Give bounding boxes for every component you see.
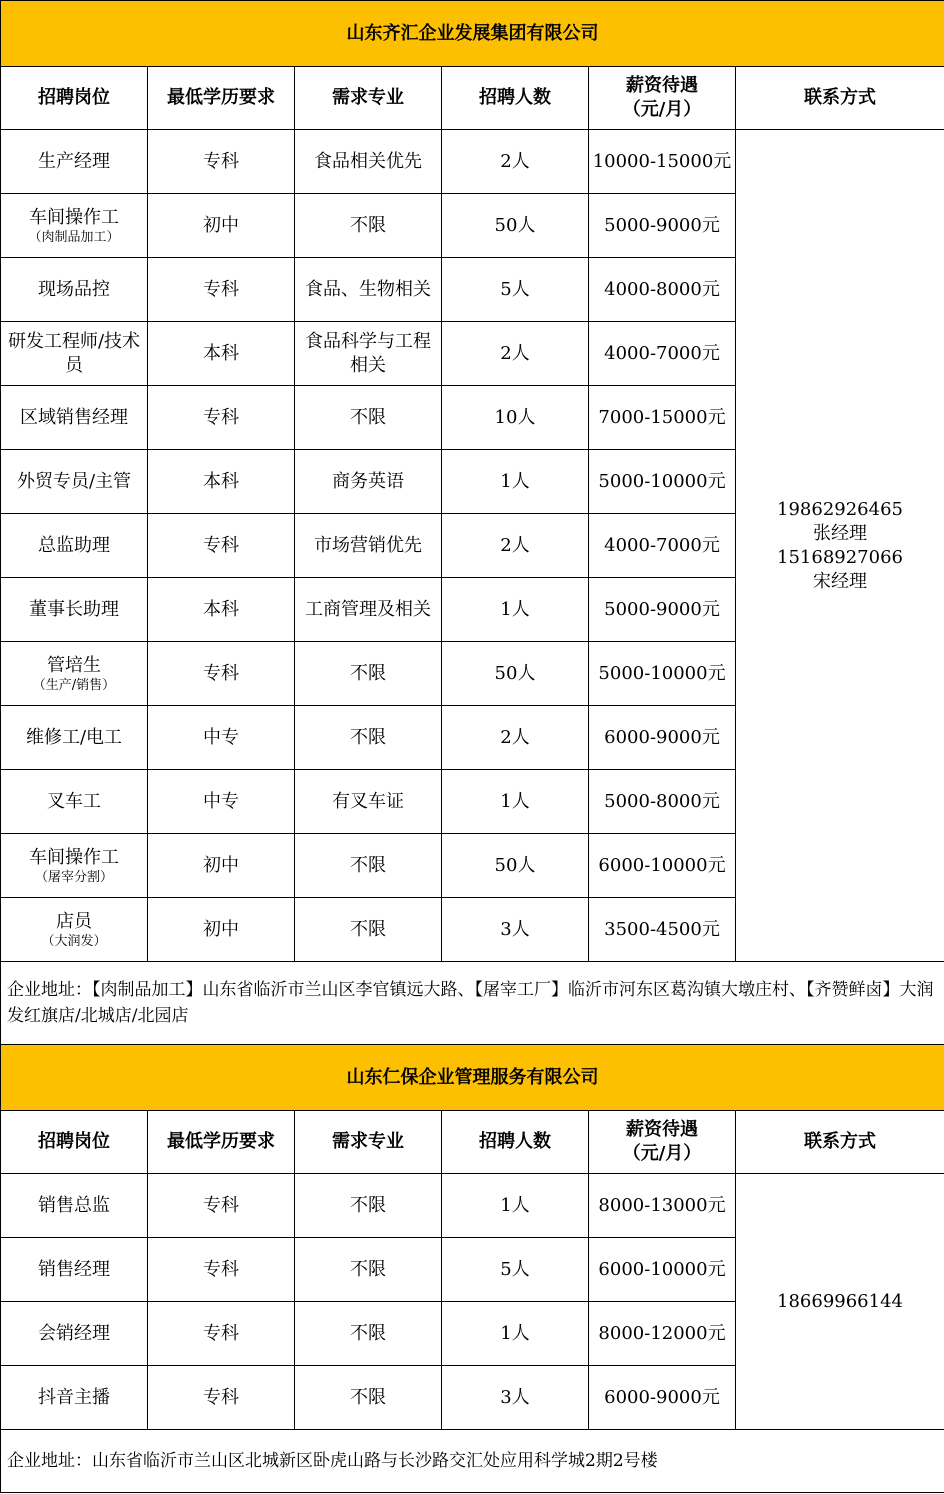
position-label: 总监助理 [38, 534, 110, 556]
column-header [736, 1111, 944, 1174]
column-header-label: 联系方式 [804, 87, 877, 108]
column-header-label: 需求专业 [332, 87, 404, 108]
position-label: 叉车工 [47, 790, 101, 812]
major-cell: 不限 [295, 1302, 442, 1366]
major-cell: 不限 [295, 1366, 442, 1430]
position-cell [1, 898, 148, 962]
position-label: 董事长助理 [29, 598, 119, 620]
table-row [1, 130, 944, 194]
column-header-label: 招聘岗位 [38, 87, 110, 108]
position-label: 现场品控 [38, 278, 110, 300]
salary-cell: 6000-9000元 [589, 706, 736, 770]
position-cell [1, 258, 148, 322]
position-label: 销售总监 [38, 1194, 110, 1216]
table-row [1, 1174, 944, 1238]
column-header [148, 67, 295, 130]
education-cell: 本科 [148, 322, 295, 386]
major-cell: 有叉车证 [295, 770, 442, 834]
major-cell: 食品科学与工程相关 [295, 322, 442, 386]
column-header [736, 67, 944, 130]
salary-cell: 5000-9000元 [589, 578, 736, 642]
education-cell: 初中 [148, 898, 295, 962]
column-header [295, 1111, 442, 1174]
address-row [1, 962, 944, 1045]
count-cell: 1人 [442, 578, 589, 642]
major-cell: 不限 [295, 898, 442, 962]
column-header-label: 招聘人数 [479, 1131, 551, 1152]
count-cell: 2人 [442, 706, 589, 770]
education-cell: 专科 [148, 642, 295, 706]
major-cell: 不限 [295, 194, 442, 258]
major-cell: 不限 [295, 1238, 442, 1302]
company-title-row [1, 1045, 944, 1111]
count-cell: 1人 [442, 1302, 589, 1366]
education-cell: 专科 [148, 1302, 295, 1366]
position-note: （屠宰分割） [34, 869, 113, 885]
position-label: 销售经理 [38, 1258, 110, 1280]
salary-cell: 10000-15000元 [589, 130, 736, 194]
count-cell: 1人 [442, 770, 589, 834]
salary-cell: 5000-10000元 [589, 642, 736, 706]
salary-cell: 5000-9000元 [589, 194, 736, 258]
count-cell: 50人 [442, 194, 589, 258]
education-cell: 初中 [148, 834, 295, 898]
position-label: 生产经理 [38, 150, 110, 172]
salary-cell: 5000-10000元 [589, 450, 736, 514]
table-header-row [1, 67, 944, 130]
position-cell [1, 1174, 148, 1238]
position-note: （生产/销售） [32, 677, 116, 693]
position-label: 店员 [56, 910, 92, 932]
major-cell: 食品相关优先 [295, 130, 442, 194]
contact-line: 张经理 [813, 522, 868, 544]
position-cell [1, 450, 148, 514]
major-cell: 不限 [295, 1174, 442, 1238]
major-cell: 市场营销优先 [295, 514, 442, 578]
salary-cell: 8000-12000元 [589, 1302, 736, 1366]
company-address: 企业地址：【肉制品加工】山东省临沂市兰山区李官镇远大路、【屠宰工厂】临沂市河东区葛沟镇大墩庄村、【齐赞鲜卤】大润发红旗店/北城店/北园店 [1, 962, 944, 1045]
position-label: 抖音主播 [38, 1386, 110, 1408]
count-cell: 5人 [442, 1238, 589, 1302]
education-cell: 中专 [148, 770, 295, 834]
count-cell: 2人 [442, 514, 589, 578]
salary-cell: 6000-9000元 [589, 1366, 736, 1430]
column-header-label: 薪资待遇 （元/月） [622, 75, 702, 120]
major-cell: 不限 [295, 386, 442, 450]
column-header [442, 67, 589, 130]
major-cell: 工商管理及相关 [295, 578, 442, 642]
column-header [589, 1111, 736, 1174]
major-cell: 商务英语 [295, 450, 442, 514]
salary-cell: 4000-7000元 [589, 322, 736, 386]
position-cell [1, 770, 148, 834]
column-header-label: 招聘人数 [479, 87, 551, 108]
count-cell: 2人 [442, 130, 589, 194]
column-header [1, 1111, 148, 1174]
contact-cell [736, 130, 944, 962]
position-cell [1, 706, 148, 770]
position-note: （肉制品加工） [28, 229, 120, 245]
company-name: 山东仁保企业管理服务有限公司 [1, 1045, 944, 1111]
company-name: 山东齐汇企业发展集团有限公司 [1, 1, 944, 67]
salary-cell: 5000-8000元 [589, 770, 736, 834]
count-cell: 1人 [442, 1174, 589, 1238]
column-header [589, 67, 736, 130]
position-cell [1, 1366, 148, 1430]
salary-cell: 4000-8000元 [589, 258, 736, 322]
count-cell: 3人 [442, 1366, 589, 1430]
position-cell [1, 194, 148, 258]
position-label: 车间操作工 [29, 206, 119, 228]
contact-line: 宋经理 [813, 570, 868, 592]
education-cell: 本科 [148, 450, 295, 514]
position-label: 研发工程师/技术员 [7, 330, 141, 376]
position-cell [1, 130, 148, 194]
education-cell: 本科 [148, 578, 295, 642]
column-header-label: 薪资待遇 （元/月） [622, 1119, 702, 1164]
position-cell [1, 642, 148, 706]
address-row [1, 1430, 944, 1493]
major-cell: 食品、生物相关 [295, 258, 442, 322]
major-cell: 不限 [295, 706, 442, 770]
position-cell [1, 514, 148, 578]
table-header-row [1, 1111, 944, 1174]
column-header-label: 最低学历要求 [167, 87, 275, 108]
column-header-label: 招聘岗位 [38, 1131, 110, 1152]
company-address: 企业地址：山东省临沂市兰山区北城新区卧虎山路与长沙路交汇处应用科学城2期2号楼 [1, 1430, 944, 1493]
column-header [1, 67, 148, 130]
column-header-label: 最低学历要求 [167, 1131, 275, 1152]
count-cell: 5人 [442, 258, 589, 322]
position-cell [1, 1302, 148, 1366]
education-cell: 专科 [148, 258, 295, 322]
position-label: 外贸专员/主管 [16, 470, 132, 492]
position-label: 区域销售经理 [20, 406, 128, 428]
position-label: 车间操作工 [29, 846, 119, 868]
count-cell: 1人 [442, 450, 589, 514]
position-note: （大润发） [41, 933, 107, 949]
salary-cell: 8000-13000元 [589, 1174, 736, 1238]
major-cell: 不限 [295, 834, 442, 898]
position-cell [1, 1238, 148, 1302]
salary-cell: 6000-10000元 [589, 1238, 736, 1302]
salary-cell: 3500-4500元 [589, 898, 736, 962]
count-cell: 10人 [442, 386, 589, 450]
position-cell [1, 386, 148, 450]
contact-cell [736, 1174, 944, 1430]
major-cell: 不限 [295, 642, 442, 706]
salary-cell: 6000-10000元 [589, 834, 736, 898]
company-title-row [1, 1, 944, 67]
education-cell: 专科 [148, 1174, 295, 1238]
position-label: 管培生 [47, 654, 101, 676]
column-header-label: 需求专业 [332, 1131, 404, 1152]
contact-line: 15168927066 [777, 546, 903, 568]
position-label: 维修工/电工 [25, 726, 123, 748]
education-cell: 初中 [148, 194, 295, 258]
count-cell: 2人 [442, 322, 589, 386]
education-cell: 专科 [148, 514, 295, 578]
education-cell: 中专 [148, 706, 295, 770]
position-cell [1, 322, 148, 386]
column-header [442, 1111, 589, 1174]
salary-cell: 4000-7000元 [589, 514, 736, 578]
contact-line: 18669966144 [777, 1290, 903, 1312]
count-cell: 3人 [442, 898, 589, 962]
education-cell: 专科 [148, 1238, 295, 1302]
column-header [295, 67, 442, 130]
count-cell: 50人 [442, 642, 589, 706]
position-cell [1, 578, 148, 642]
position-cell [1, 834, 148, 898]
education-cell: 专科 [148, 130, 295, 194]
count-cell: 50人 [442, 834, 589, 898]
education-cell: 专科 [148, 1366, 295, 1430]
column-header-label: 联系方式 [804, 1131, 877, 1152]
education-cell: 专科 [148, 386, 295, 450]
position-label: 会销经理 [38, 1322, 110, 1344]
contact-line: 19862926465 [777, 498, 903, 520]
salary-cell: 7000-15000元 [589, 386, 736, 450]
column-header [148, 1111, 295, 1174]
